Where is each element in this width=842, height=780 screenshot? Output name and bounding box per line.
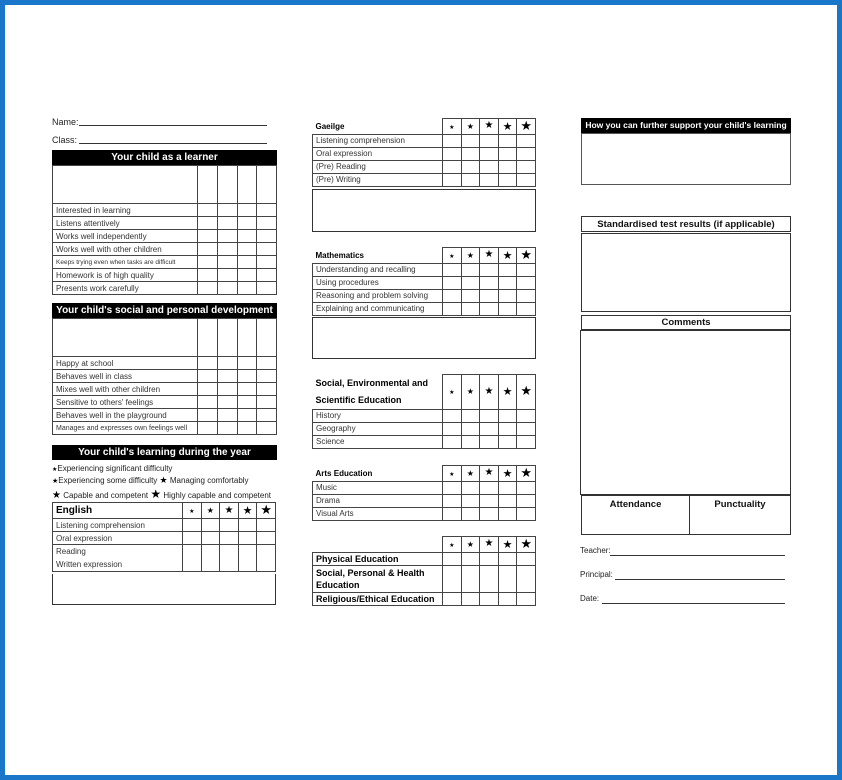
english-row-label: Reading Written expression xyxy=(53,545,183,572)
star-1-icon: ★ xyxy=(189,508,195,515)
learner-row-label: Homework is of high quality xyxy=(53,269,198,282)
star-1-icon: ★ xyxy=(449,541,455,549)
star-4-icon: ★ xyxy=(502,537,513,551)
learner-row-label: Listens attentively xyxy=(53,217,198,230)
star-4-icon: ★ xyxy=(52,490,61,501)
social-table xyxy=(52,318,277,435)
table-row xyxy=(53,370,277,383)
maths-row-label: Reasoning and problem solving xyxy=(313,289,443,302)
table-row xyxy=(313,494,536,507)
principal-line[interactable] xyxy=(615,579,785,580)
maths-row-label: Explaining and communicating xyxy=(313,302,443,315)
star-5-icon: ★ xyxy=(150,487,162,501)
sese-title: Social, Environmental and Scientific Education xyxy=(313,375,443,410)
table-row xyxy=(313,160,536,173)
punctuality-box[interactable] xyxy=(689,495,791,535)
star-3-icon: ★ xyxy=(484,120,494,132)
legend-4-5: ★ Capable and competent ★ Highly capable and competent xyxy=(52,487,272,501)
table-row xyxy=(53,204,277,217)
sese-row-label: Geography xyxy=(313,422,443,435)
attendance-box[interactable] xyxy=(581,495,690,535)
star-3-icon: ★ xyxy=(484,249,494,261)
table-row xyxy=(53,422,277,435)
star-2-icon: ★ xyxy=(206,506,214,515)
comments-title: Comments xyxy=(581,315,791,330)
table-row xyxy=(313,276,536,289)
learner-head-cell xyxy=(53,166,198,204)
star-1-icon: ★ xyxy=(449,389,455,397)
star-4-icon: ★ xyxy=(502,119,513,133)
table-row xyxy=(53,230,277,243)
star-3-icon: ★ xyxy=(484,538,494,550)
learner-title: Your child as a learner xyxy=(52,150,277,165)
support-box[interactable] xyxy=(581,133,791,185)
star-2-icon: ★ xyxy=(466,468,474,478)
star-4-icon: ★ xyxy=(242,504,253,517)
support-title: How you can further support your child's learning xyxy=(581,118,791,133)
table-row xyxy=(53,256,277,269)
gaeilge-row-label: (Pre) Writing xyxy=(313,173,443,186)
maths-row-label: Using procedures xyxy=(313,276,443,289)
date-line[interactable] xyxy=(602,603,785,604)
report-card-page xyxy=(5,5,837,775)
year-title: Your child's learning during the year xyxy=(52,445,277,460)
table-row xyxy=(313,409,536,422)
table-row xyxy=(53,545,276,572)
name-line[interactable] xyxy=(79,125,267,126)
star-1-icon: ★ xyxy=(449,123,455,131)
star-2-icon: ★ xyxy=(466,121,474,131)
maths-title: Mathematics xyxy=(313,248,443,264)
star-1-icon: ★ xyxy=(52,466,58,473)
class-label: Class: xyxy=(52,135,78,145)
sese-row-label: Science xyxy=(313,435,443,448)
social-row-label: Happy at school xyxy=(53,357,198,370)
learner-row-label: Interested in learning xyxy=(53,204,198,217)
table-row xyxy=(313,302,536,315)
table-row xyxy=(53,217,277,230)
legend-1: ★Experiencing significant difficulty xyxy=(52,464,173,473)
table-row xyxy=(53,519,276,532)
arts-row-label: Music xyxy=(313,481,443,494)
learner-row-label: Keeps trying even when tasks are difficult xyxy=(53,256,198,269)
sese-table xyxy=(312,374,536,449)
star-5-icon: ★ xyxy=(260,503,273,518)
other-subjects-table xyxy=(312,536,536,606)
english-row-label: Oral expression xyxy=(53,532,183,545)
pe-label: Physical Education xyxy=(313,552,443,565)
social-row-label: Behaves well in the playground xyxy=(53,409,198,422)
star-5-icon: ★ xyxy=(520,536,533,552)
gaeilge-title: Gaeilge xyxy=(313,119,443,135)
arts-row-label: Visual Arts xyxy=(313,507,443,520)
table-row xyxy=(313,565,536,592)
punctuality-label: Punctuality xyxy=(714,499,766,510)
star-1-icon: ★ xyxy=(449,470,455,478)
star-4-icon: ★ xyxy=(502,385,513,399)
table-row xyxy=(313,481,536,494)
english-table xyxy=(52,502,276,572)
table-row xyxy=(313,134,536,147)
star-5-icon: ★ xyxy=(520,118,533,134)
social-row-label: Manages and expresses own feelings well xyxy=(53,422,198,435)
table-row xyxy=(53,383,277,396)
star-3-icon: ★ xyxy=(484,385,494,397)
table-row xyxy=(313,435,536,448)
gaeilge-row-label: Oral expression xyxy=(313,147,443,160)
learner-table xyxy=(52,165,277,295)
sese-row-label: History xyxy=(313,409,443,422)
name-label: Name: xyxy=(52,117,79,127)
table-row xyxy=(313,422,536,435)
star-3-icon: ★ xyxy=(224,504,234,516)
learner-row-label: Presents work carefully xyxy=(53,282,198,295)
table-row xyxy=(53,409,277,422)
class-line[interactable] xyxy=(79,143,267,144)
principal-label: Principal: xyxy=(580,570,613,579)
table-row xyxy=(53,532,276,545)
table-row xyxy=(313,507,536,520)
table-row xyxy=(313,289,536,302)
star-5-icon: ★ xyxy=(520,465,533,481)
maths-notes-box[interactable] xyxy=(312,317,536,359)
gaeilge-row-label: (Pre) Reading xyxy=(313,160,443,173)
re-label: Religious/Ethical Education xyxy=(313,592,443,605)
table-row xyxy=(313,147,536,160)
social-row-label: Mixes well with other children xyxy=(53,383,198,396)
date-label: Date: xyxy=(580,594,600,603)
gaeilge-notes-box[interactable] xyxy=(312,189,536,232)
english-title: English xyxy=(53,503,183,519)
star-2-icon: ★ xyxy=(466,250,474,260)
attendance-label: Attendance xyxy=(609,499,662,510)
table-row xyxy=(313,173,536,186)
table-row xyxy=(313,592,536,605)
star-3-icon: ★ xyxy=(484,467,494,479)
table-row xyxy=(53,269,277,282)
star-4-icon: ★ xyxy=(502,466,513,480)
sphe-label: Social, Personal & Health Education xyxy=(313,565,443,592)
table-row xyxy=(53,357,277,370)
star-2-icon: ★ xyxy=(466,387,474,397)
star-3-icon: ★ xyxy=(159,476,168,486)
social-title: Your child's social and personal development xyxy=(52,303,277,318)
star-1-icon: ★ xyxy=(449,252,455,260)
arts-row-label: Drama xyxy=(313,494,443,507)
star-4-icon: ★ xyxy=(502,248,513,262)
legend-2-3: ★Experiencing some difficulty ★ Managing comfortably xyxy=(52,476,249,486)
maths-row-label: Understanding and recalling xyxy=(313,263,443,276)
learner-row-label: Works well independently xyxy=(53,230,198,243)
arts-table xyxy=(312,465,536,521)
test-results-box[interactable] xyxy=(581,233,791,312)
teacher-label: Teacher: xyxy=(580,546,611,555)
table-row xyxy=(53,396,277,409)
social-row-label: Behaves well in class xyxy=(53,370,198,383)
teacher-line[interactable] xyxy=(610,555,785,556)
table-row xyxy=(313,552,536,565)
english-notes-box[interactable] xyxy=(52,574,276,605)
gaeilge-table xyxy=(312,118,536,187)
social-head-cell xyxy=(53,319,198,357)
star-2-icon: ★ xyxy=(52,477,59,485)
comments-box[interactable] xyxy=(580,330,791,495)
learner-row-label: Works well with other children xyxy=(53,243,198,256)
star-2-icon: ★ xyxy=(466,539,474,549)
english-row-label: Listening comprehension xyxy=(53,519,183,532)
star-5-icon: ★ xyxy=(520,384,533,400)
table-row xyxy=(53,282,277,295)
star-5-icon: ★ xyxy=(520,247,533,263)
social-row-label: Sensitive to others' feelings xyxy=(53,396,198,409)
gaeilge-row-label: Listening comprehension xyxy=(313,134,443,147)
arts-title: Arts Education xyxy=(313,466,443,482)
table-row xyxy=(53,243,277,256)
table-row xyxy=(313,263,536,276)
maths-table xyxy=(312,247,536,316)
test-results-title: Standardised test results (if applicable) xyxy=(581,216,791,232)
